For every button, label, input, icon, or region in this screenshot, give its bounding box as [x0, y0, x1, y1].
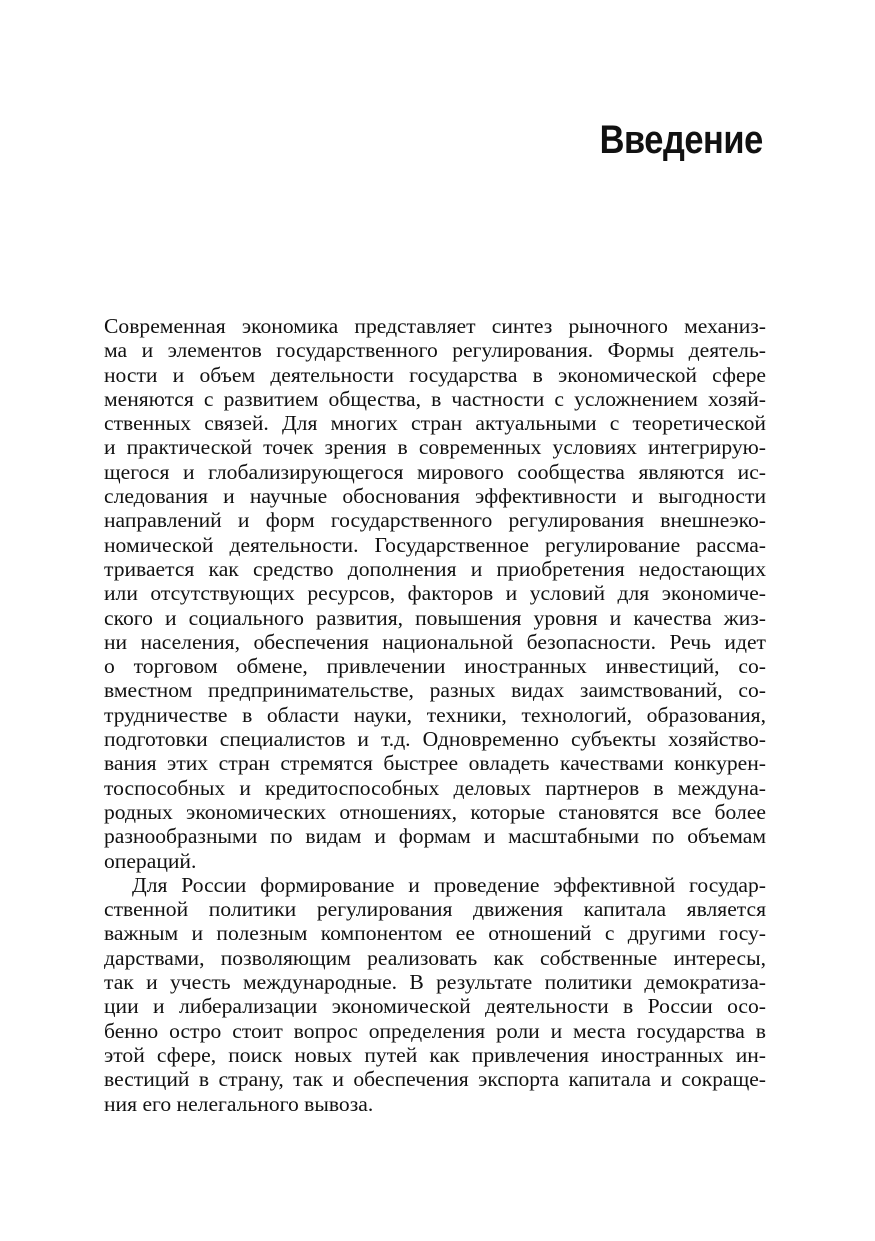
text-line: так и учесть международные. В результате политики демократиза- — [104, 970, 766, 995]
text-line: тривается как средство дополнения и приобретения недостающих — [104, 556, 766, 581]
text-line: трудничестве в области науки, техники, технологий, образования, — [104, 702, 766, 727]
text-line: Современная экономика представляет синтез рыночного механиз- — [104, 314, 766, 338]
body-text — [104, 314, 766, 1116]
paragraph-1 — [104, 314, 766, 873]
text-line: ни населения, обеспечения национальной безопасности. Речь идет — [104, 629, 766, 654]
paragraph-2 — [104, 873, 766, 1116]
text-line: направлений и форм государственного регулирования внешнеэко- — [104, 508, 766, 533]
text-line: ности и объем деятельности государства в экономической сфере — [104, 362, 766, 387]
text-line: вания этих стран стремятся быстрее овладеть качествами конкурен- — [104, 751, 766, 776]
text-line: подготовки специалистов и т.д. Одновременно субъекты хозяйство- — [104, 727, 766, 752]
text-line: или отсутствующих ресурсов, факторов и условий для экономиче- — [104, 581, 766, 606]
text-line: ственной политики регулирования движения капитала является — [104, 897, 766, 922]
text-line: важным и полезным компонентом ее отношений с другими госу- — [104, 921, 766, 946]
text-line: следования и научные обоснования эффективности и выгодности — [104, 484, 766, 509]
text-line: и практической точек зрения в современных условиях интегрирую- — [104, 435, 766, 460]
text-line: номической деятельности. Государственное регулирование рассма- — [104, 532, 766, 557]
text-line: этой сфере, поиск новых путей как привлечения иностранных ин- — [104, 1042, 766, 1067]
text-line: ственных связей. Для многих стран актуальными с теоретической — [104, 411, 766, 436]
text-line: дарствами, позволяющим реализовать как собственные интересы, — [104, 945, 766, 970]
text-line: ма и элементов государственного регулирования. Формы деятель- — [104, 338, 766, 363]
text-line: Для России формирование и проведение эффективной государ- — [132, 872, 766, 897]
text-line: тоспособных и кредитоспособных деловых партнеров в междуна- — [104, 775, 766, 800]
text-line: меняются с развитием общества, в частности с усложнением хозяй- — [104, 386, 766, 411]
text-line: родных экономических отношениях, которые становятся все более — [104, 799, 766, 824]
text-line: бенно остро стоит вопрос определения роли и места государства в — [104, 1018, 766, 1043]
text-line: ния его нелегального вывоза. — [104, 1091, 374, 1116]
text-line: операций. — [104, 848, 197, 873]
text-line: вместном предпринимательстве, разных видах заимствований, со- — [104, 678, 766, 703]
text-line: ции и либерализации экономической деятельности в России осо- — [104, 994, 766, 1019]
text-line: вестиций в страну, так и обеспечения экспорта капитала и сокраще- — [104, 1067, 766, 1092]
text-line: о торговом обмене, привлечении иностранных инвестиций, со- — [104, 654, 766, 679]
chapter-title: Введение — [599, 118, 763, 162]
text-line: щегося и глобализирующегося мирового сообщества являются ис- — [104, 459, 766, 484]
text-line: ского и социального развития, повышения уровня и качества жиз- — [104, 605, 766, 630]
text-line: разнообразными по видам и формам и масштабными по объемам — [104, 824, 766, 849]
